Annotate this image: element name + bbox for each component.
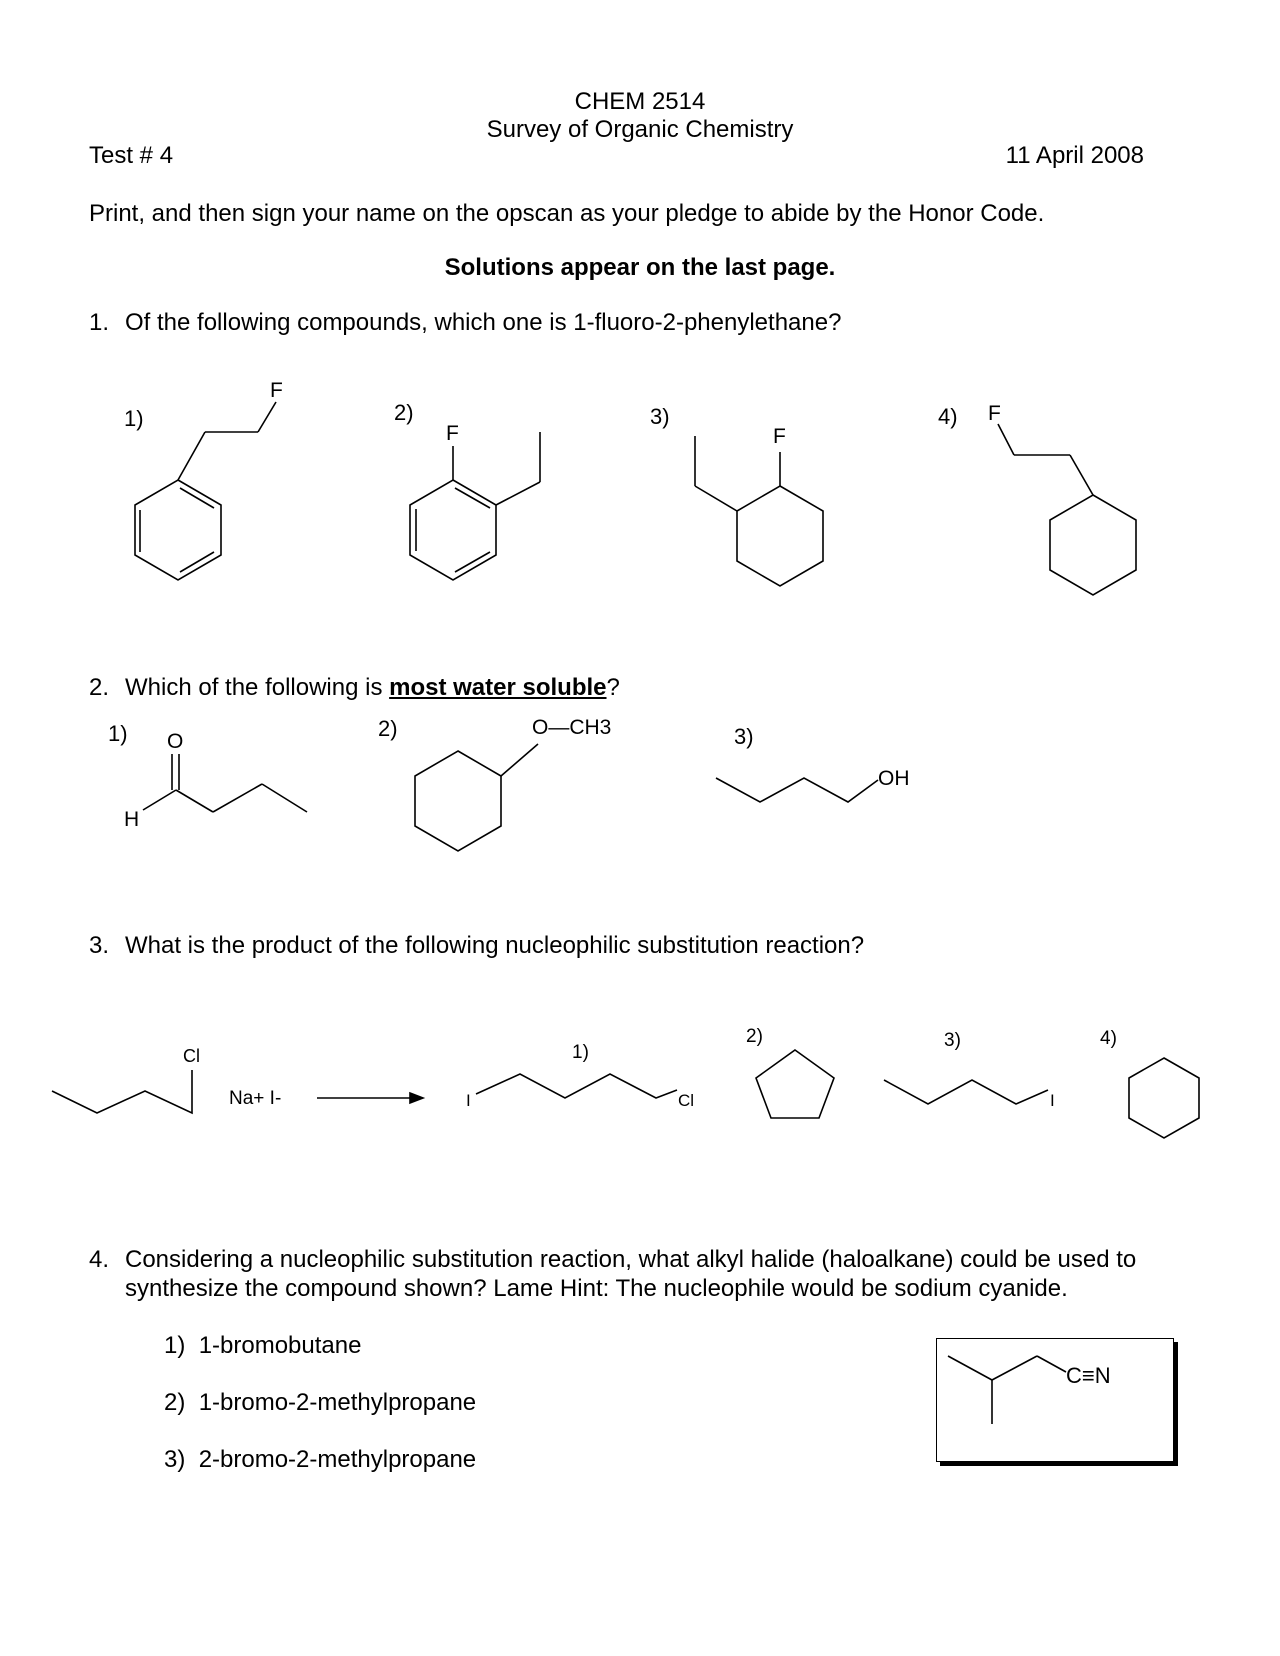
q2-s2-methoxy: O—CH3 (532, 716, 612, 739)
q3-option-1-label: 1) (572, 1042, 589, 1063)
q3-option-4-label: 4) (1100, 1028, 1117, 1049)
q4-nitrile-group: C≡N (1066, 1363, 1111, 1388)
q3-option-3-label: 3) (944, 1030, 961, 1051)
q2-option-1-label: 1) (108, 721, 128, 746)
q2-option-2-label: 2) (378, 716, 398, 741)
q2-number: 2. (89, 674, 110, 701)
q1-s3-fluorine: F (773, 425, 786, 448)
instructions: Print, and then sign your name on the opscan as your pledge to abide by the Honor Code. (89, 200, 1045, 227)
q2-s1-hydrogen: H (124, 808, 140, 831)
q2-text: Which of the following is most water soluble? (125, 674, 620, 701)
q3-reactant-chlorine: Cl (183, 1046, 200, 1066)
test-date: 11 April 2008 (1005, 142, 1144, 169)
q3-s1-chlorine: Cl (678, 1091, 695, 1110)
q1-option-4-label: 4) (938, 404, 958, 429)
q3-option-2-label: 2) (746, 1026, 763, 1047)
q1-s4-fluorine: F (988, 402, 1001, 425)
solutions-note: Solutions appear on the last page. (444, 254, 836, 281)
q2-emphasis: most water soluble (389, 674, 607, 701)
q4-number: 4. (89, 1246, 110, 1273)
q2-option-3-label: 3) (734, 724, 754, 749)
q3-text: What is the product of the following nucleophilic substitution reaction? (125, 932, 865, 959)
q2-s1-oxygen: O (167, 730, 184, 753)
q4-text-line2: synthesize the compound shown? Lame Hint: The nucleophile would be sodium cyanide. (125, 1275, 1068, 1302)
q1-text: Of the following compounds, which one is 1-fluoro-2-phenylethane? (125, 309, 842, 336)
q4-choice-1: 1) 1-bromobutane (164, 1332, 362, 1359)
course-title: CHEM 2514 (574, 88, 706, 115)
test-number: Test # 4 (89, 142, 174, 169)
q1-option-1-label: 1) (124, 406, 144, 431)
q1-number: 1. (89, 309, 110, 336)
q3-reagent: Na+ I- (229, 1088, 282, 1109)
q1-s2-fluorine: F (446, 422, 459, 445)
q4-choice-3: 3) 2-bromo-2-methylpropane (164, 1446, 477, 1473)
q4-text-line1: Considering a nucleophilic substitution reaction, what alkyl halide (haloalkane) could be used to (125, 1246, 1137, 1273)
q4-choice-2: 2) 1-bromo-2-methylpropane (164, 1389, 477, 1416)
course-subtitle: Survey of Organic Chemistry (486, 116, 794, 143)
q1-option-2-label: 2) (394, 400, 414, 425)
q2-s3-hydroxyl: OH (878, 767, 910, 790)
q1-option-3-label: 3) (650, 404, 670, 429)
q1-s1-fluorine: F (270, 379, 283, 402)
q3-number: 3. (89, 932, 110, 959)
q3-s3-iodine: I (1050, 1091, 1055, 1110)
q3-s1-iodine: I (466, 1091, 471, 1110)
